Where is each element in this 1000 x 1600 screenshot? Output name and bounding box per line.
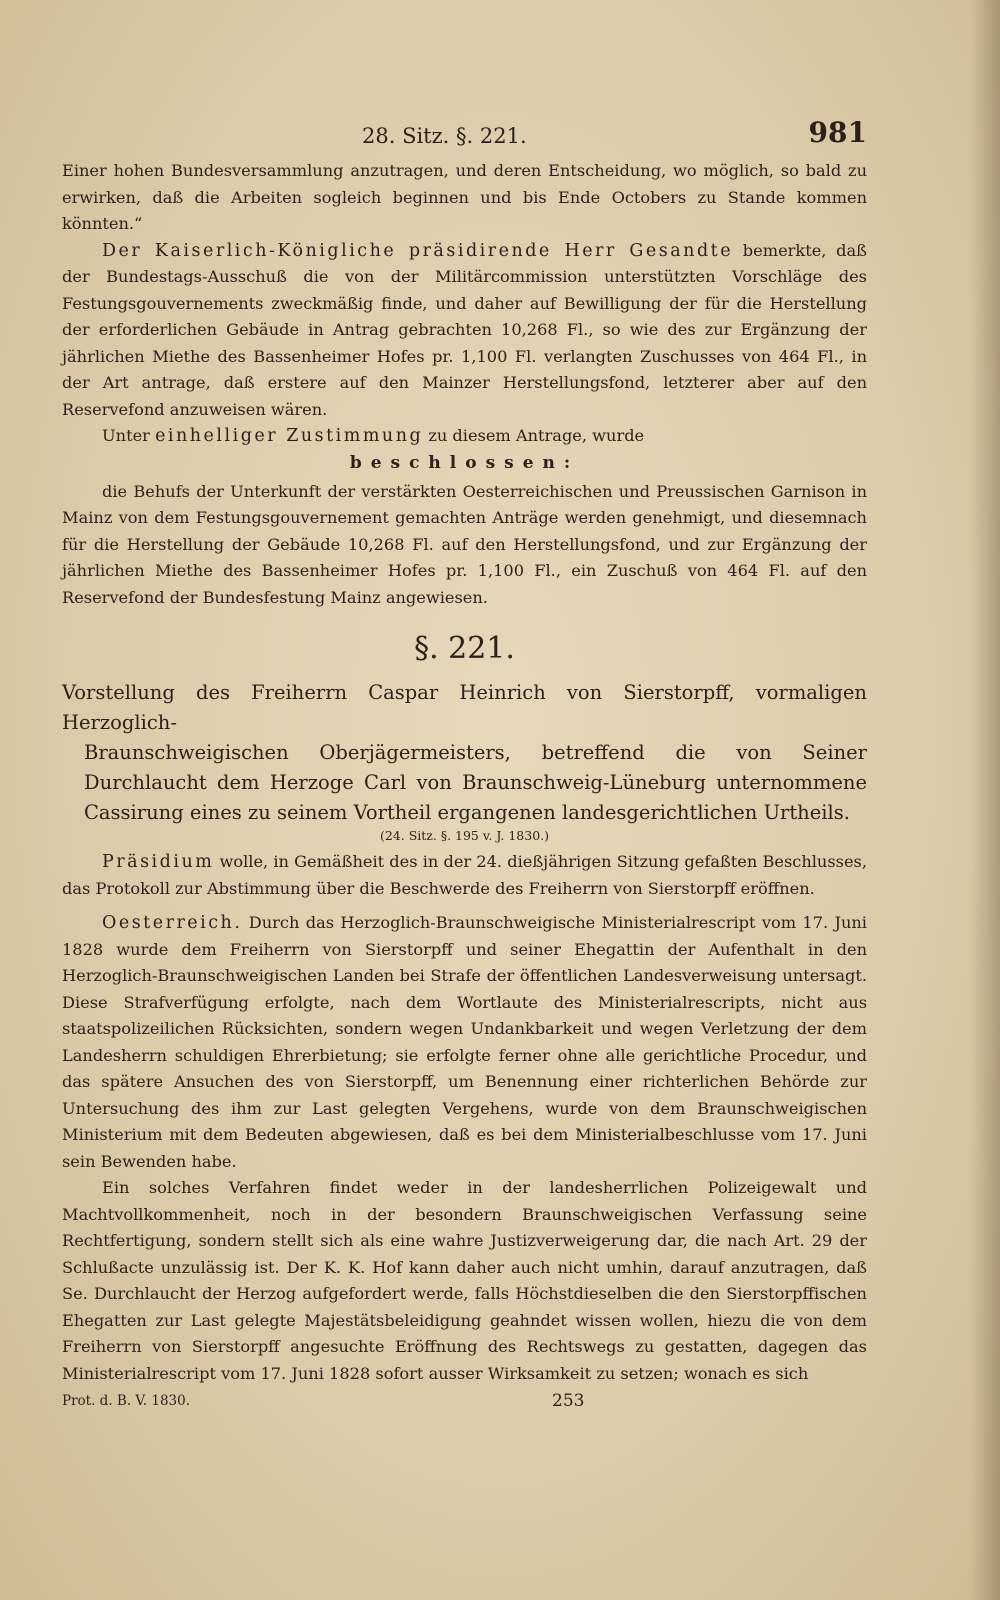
paragraph-presidium bbox=[62, 849, 867, 902]
section-heading-rest: Braunschweigischen Oberjägermeisters, betreffend die von Seiner Durchlaucht dem Herzoge Carl von Braunschweig-Lüneburg unternommene Cassirung eines zu seinem Vortheil ergangenen landesgerichtlichen Urtheils. bbox=[84, 741, 867, 824]
section-number: §. 221. bbox=[414, 631, 515, 666]
paragraph-austria bbox=[62, 910, 867, 1175]
paragraph-procedure: Ein solches Verfahren findet weder in der landesherrlichen Polizeigewalt und Machtvollkommenheit, noch in der besondern Braunschweigischen Verfassung seine Rechtfertigung, sondern stellt sich als eine wahre Justizverweigerung dar, die nach Art. 29 der Schlußacte unzulässig ist. Der K. K. Hof kann daher auch nicht umhin, darauf anzutragen, daß Se. Durchlaucht der Herzog aufgefordert werde, falls Höchstdieselben die den Sierstorpffischen Ehegatten zur Last gelegte Majestätsbeleidigung geahndet wissen wollen, hiezu die von dem Freiherrn von Sierstorpff angesuchte Eröffnung des Rechtswegs zu gestatten, dagegen das Ministerialrescript vom 17. Juni 1828 sofort ausser Wirksamkeit zu setzen; wonach es sich bbox=[62, 1178, 867, 1383]
page-number: 981 bbox=[808, 116, 867, 149]
paragraph-text: bemerkte, daß der Bundestags-Ausschuß die von der Militärcommission unterstützten Vorschläge des Festungsgouvernements zweckmäßig finde, und daher auf Bewilligung der für die Herstellung der erforderlichen Gebäude in Antrag gebrachten 10,268 Fl., so wie des zur Ergänzung der jährlichen Miethe des Bassenheimer Hofes pr. 1,100 Fl. verlangten Zuschusses von 464 Fl., in der Art antrage, daß erstere auf den Mainzer Herstellungsfond, letzterer aber auf den Reservefond anzuweisen wären. bbox=[62, 240, 867, 419]
footer-source: Prot. d. B. V. 1830. bbox=[62, 1393, 191, 1409]
page-footer bbox=[62, 1391, 867, 1421]
paragraph-text: wolle, in Gemäßheit des in der 24. dießjährigen Sitzung gefaßten Beschlusses, das Protokoll zur Abstimmung über die Beschwerde des Freiherrn von Sierstorpff eröffnen. bbox=[62, 852, 867, 898]
running-title: 28. Sitz. §. 221. bbox=[362, 124, 527, 148]
speaker-label: Präsidium bbox=[102, 852, 215, 872]
paragraph-text: Durch das Herzoglich-Braunschweigische Ministerialrescript vom 17. Juni 1828 wurde dem Freiherrn von Sierstorpff und seiner Ehegattin der Aufenthalt in den Herzoglich-Braunschweigischen Landen bei Strafe der öffentlichen Landesverweisung untersagt. Diese Strafverfügung erfolgte, nach dem Wortlaute des Ministerialrescripts, nicht aus staatspolizeilichen Rücksichten, sondern wegen Undankbarkeit und wegen Verletzung der dem Landesherrn schuldigen Ehrerbietung; sie erfolgte ferner ohne alle gerichtliche Procedur, und das spätere Ansuchen des von Sierstorpff, um Benennung einer richterlichen Behörde zur Untersuchung des ihm zur Last gelegten Vergehens, wurde von dem Braunschweigischen Ministerium mit dem Bedeuten abgewiesen, daß es bei dem Ministerialbeschlusse vom 17. Juni sein Bewenden habe. bbox=[62, 913, 867, 1171]
text-before: Unter bbox=[102, 426, 150, 445]
book-spine-shadow bbox=[970, 0, 1000, 1600]
speaker-label: Der Kaiserlich-Königliche präsidirende Herr Gesandte bbox=[102, 240, 734, 261]
text-block bbox=[62, 116, 867, 1421]
emphasis-phrase: einhelliger Zustimmung bbox=[155, 426, 424, 446]
decision-heading: beschlossen: bbox=[349, 452, 580, 473]
text-after: zu diesem Antrage, wurde bbox=[428, 426, 645, 445]
session-reference: (24. Sitz. §. 195 v. J. 1830.) bbox=[379, 828, 550, 843]
paragraph-continuation: Einer hohen Bundesversammlung anzutragen, und deren Entscheidung, wo möglich, so bald zu erwirken, daß die Arbeiten sogleich beginnen und bis Ende Octobers zu Stande kommen könnten.“ bbox=[62, 161, 867, 233]
paragraph-envoy-remark bbox=[62, 238, 867, 424]
section-heading-line1: Vorstellung des Freiherrn Caspar Heinrich von Sierstorpff, vormaligen Herzoglich- bbox=[62, 681, 867, 734]
paragraph-unanimous bbox=[62, 423, 867, 450]
speaker-label: Oesterreich. bbox=[102, 913, 243, 933]
paragraph-resolution: die Behufs der Unterkunft der verstärkten Oesterreichischen und Preussischen Garnison in Mainz von dem Festungsgouvernement gemachten Anträge werden genehmigt, und diesemnach für die Herstellung der Gebäude 10,268 Fl. auf den Herstellungsfond, und zur Ergänzung der jährlichen Miethe des Bassenheimer Hofes pr. 1,100 Fl., ein Zuschuß von 464 Fl. auf den Reservefond der Bundesfestung Mainz angewiesen. bbox=[62, 481, 867, 607]
section-heading bbox=[62, 678, 867, 828]
signature-mark: 253 bbox=[552, 1391, 585, 1411]
page-header bbox=[62, 116, 867, 158]
